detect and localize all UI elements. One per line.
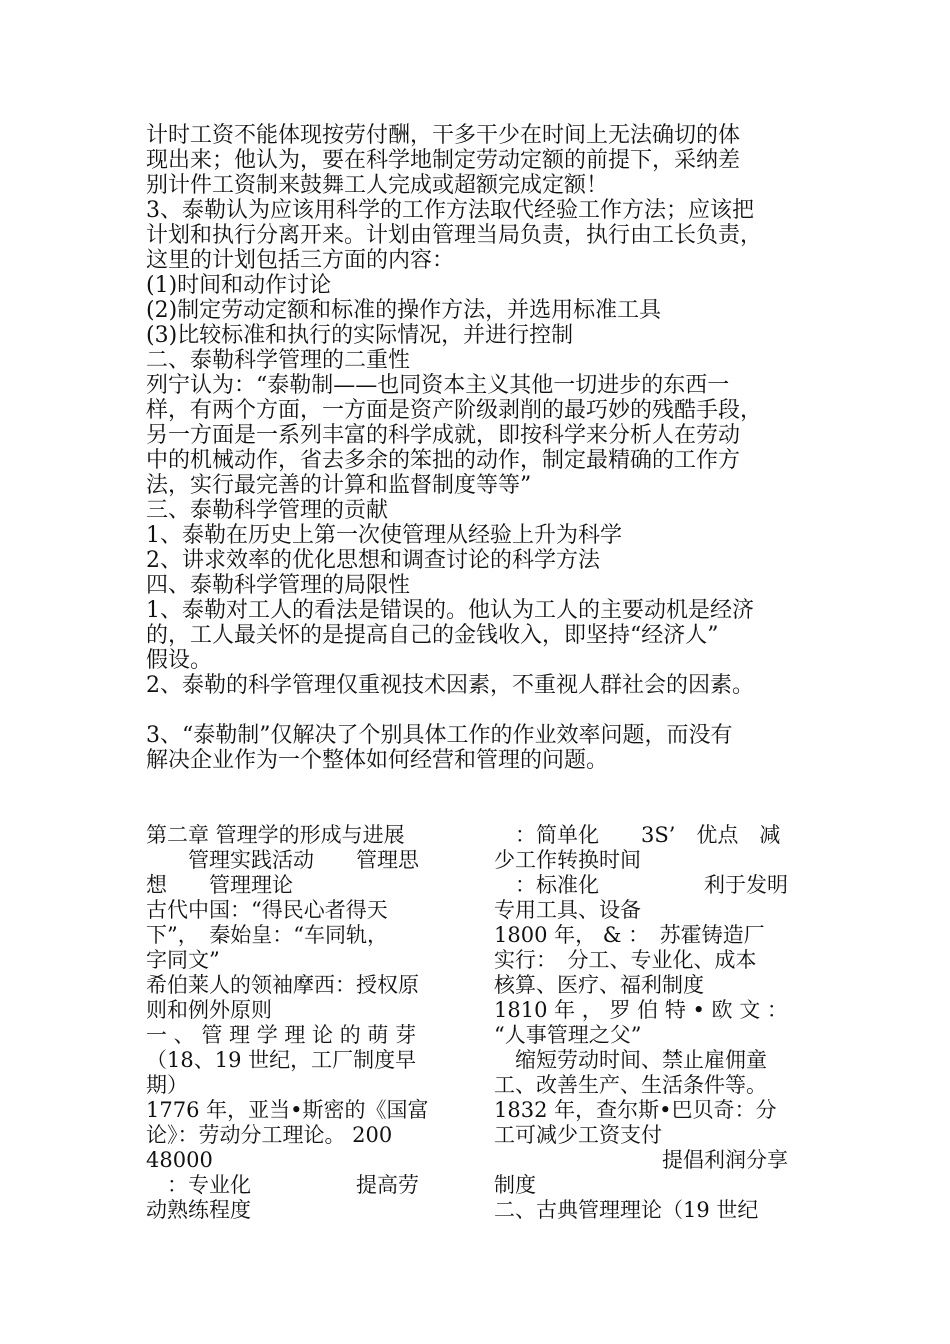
- text-line: 计时工资不能体现按劳付酬，干多干少在时间上无法确切的体: [146, 123, 741, 148]
- text-line: 动熟练程度: [146, 1198, 251, 1222]
- text-line: 另一方面是一系列丰富的科学成就，即按科学来分析人在劳动: [146, 423, 741, 448]
- text-line: 1810 年 ， 罗 伯 特 • 欧 文 ：: [494, 998, 788, 1022]
- section-heading: 四、泰勒科学管理的局限性: [146, 573, 411, 598]
- text-line: 法，实行最完善的计算和监督制度等等”: [146, 473, 532, 498]
- text-line: 想 管理理论: [146, 873, 293, 897]
- text-line: 则和例外原则: [146, 998, 272, 1022]
- text-line: 这里的计划包括三方面的内容：: [146, 248, 455, 273]
- text-line: 解决企业作为一个整体如何经营和管理的问题。: [146, 748, 609, 773]
- text-line: ：专业化 提高劳: [146, 1173, 419, 1197]
- text-line: (3)比较标准和执行的实际情况，并进行控制: [146, 323, 574, 348]
- section-heading: 一 、 管 理 学 理 论 的 萌 芽: [146, 1023, 417, 1047]
- text-line: 论》：劳动分工理论。 200: [146, 1123, 393, 1147]
- text-line: 3、泰勒认为应该用科学的工作方法取代经验工作方法；应该把: [146, 198, 754, 223]
- text-line: （18、19 世纪，工厂制度早: [146, 1048, 417, 1072]
- text-line: 工可减少工资支付: [494, 1123, 662, 1147]
- text-line: 缩短劳动时间、禁止雇佣童: [494, 1048, 767, 1072]
- text-line: 48000: [146, 1148, 213, 1172]
- text-line: 管理实践活动 管理思: [146, 848, 419, 872]
- text-line: 1776 年，亚当•斯密的《国富: [146, 1098, 429, 1122]
- text-line: 古代中国：“得民心者得天: [146, 898, 388, 922]
- text-line: 的，工人最关怀的是提高自己的金钱收入，即坚持“经济人”: [146, 623, 719, 648]
- text-line: 制度: [494, 1173, 536, 1197]
- text-line: ：标准化 利于发明: [494, 873, 788, 897]
- text-line: 工、改善生产、生活条件等。: [494, 1073, 767, 1097]
- text-line: 核算、医疗、福利制度: [494, 973, 704, 997]
- text-line: 实行： 分工、专业化、成本: [494, 948, 757, 972]
- text-line: 列宁认为：“泰勒制——也同资本主义其他一切进步的东西一: [146, 373, 730, 398]
- text-line: 中的机械动作，省去多余的笨拙的动作，制定最精确的工作方: [146, 448, 741, 473]
- text-line: 下”， 秦始皇：“车同轨，: [146, 923, 388, 947]
- text-line: 字同文”: [146, 948, 220, 972]
- text-line: 2、泰勒的科学管理仅重视技术因素，不重视人群社会的因素。: [146, 673, 754, 698]
- text-line: (1)时间和动作讨论: [146, 273, 332, 298]
- text-line: 1800 年， & ： 苏霍铸造厂: [494, 923, 765, 947]
- text-line: 假设。: [146, 648, 213, 673]
- section-heading: 二、泰勒科学管理的二重性: [146, 348, 411, 373]
- section-heading: 三、泰勒科学管理的贡献: [146, 498, 389, 523]
- text-line: 2、讲求效率的优化思想和调查讨论的科学方法: [146, 548, 600, 573]
- text-line: 专用工具、设备: [494, 898, 641, 922]
- text-line: 1、泰勒对工人的看法是错误的。他认为工人的主要动机是经济: [146, 598, 754, 623]
- chapter-title: 第二章 管理学的形成与进展: [146, 823, 405, 847]
- text-line: 期）: [146, 1073, 188, 1097]
- text-line: “人事管理之父”: [494, 1023, 642, 1047]
- text-line: 3、“泰勒制”仅解决了个别具体工作的作业效率问题，而没有: [146, 723, 733, 748]
- text-line: 1832 年，查尔斯•巴贝奇：分: [494, 1098, 777, 1122]
- text-line: 现出来；他认为，要在科学地制定劳动定额的前提下，采纳差: [146, 148, 741, 173]
- text-line: ：简单化 3S’ 优点 减: [494, 823, 781, 847]
- text-line: 别计件工资制来鼓舞工人完成或超额完成定额！: [146, 173, 609, 198]
- text-line: 少工作转换时间: [494, 848, 641, 872]
- text-line: 1、泰勒在历史上第一次使管理从经验上升为科学: [146, 523, 622, 548]
- text-line: 样，有两个方面，一方面是资产阶级剥削的最巧妙的残酷手段，: [146, 398, 763, 423]
- section-heading: 二、古典管理理论（19 世纪: [494, 1198, 759, 1222]
- text-line: 提倡利润分享: [494, 1148, 788, 1172]
- text-line: 希伯莱人的领袖摩西：授权原: [146, 973, 419, 997]
- text-line: 计划和执行分离开来。计划由管理当局负责，执行由工长负责，: [146, 223, 763, 248]
- text-line: (2)制定劳动定额和标准的操作方法，并选用标准工具: [146, 298, 662, 323]
